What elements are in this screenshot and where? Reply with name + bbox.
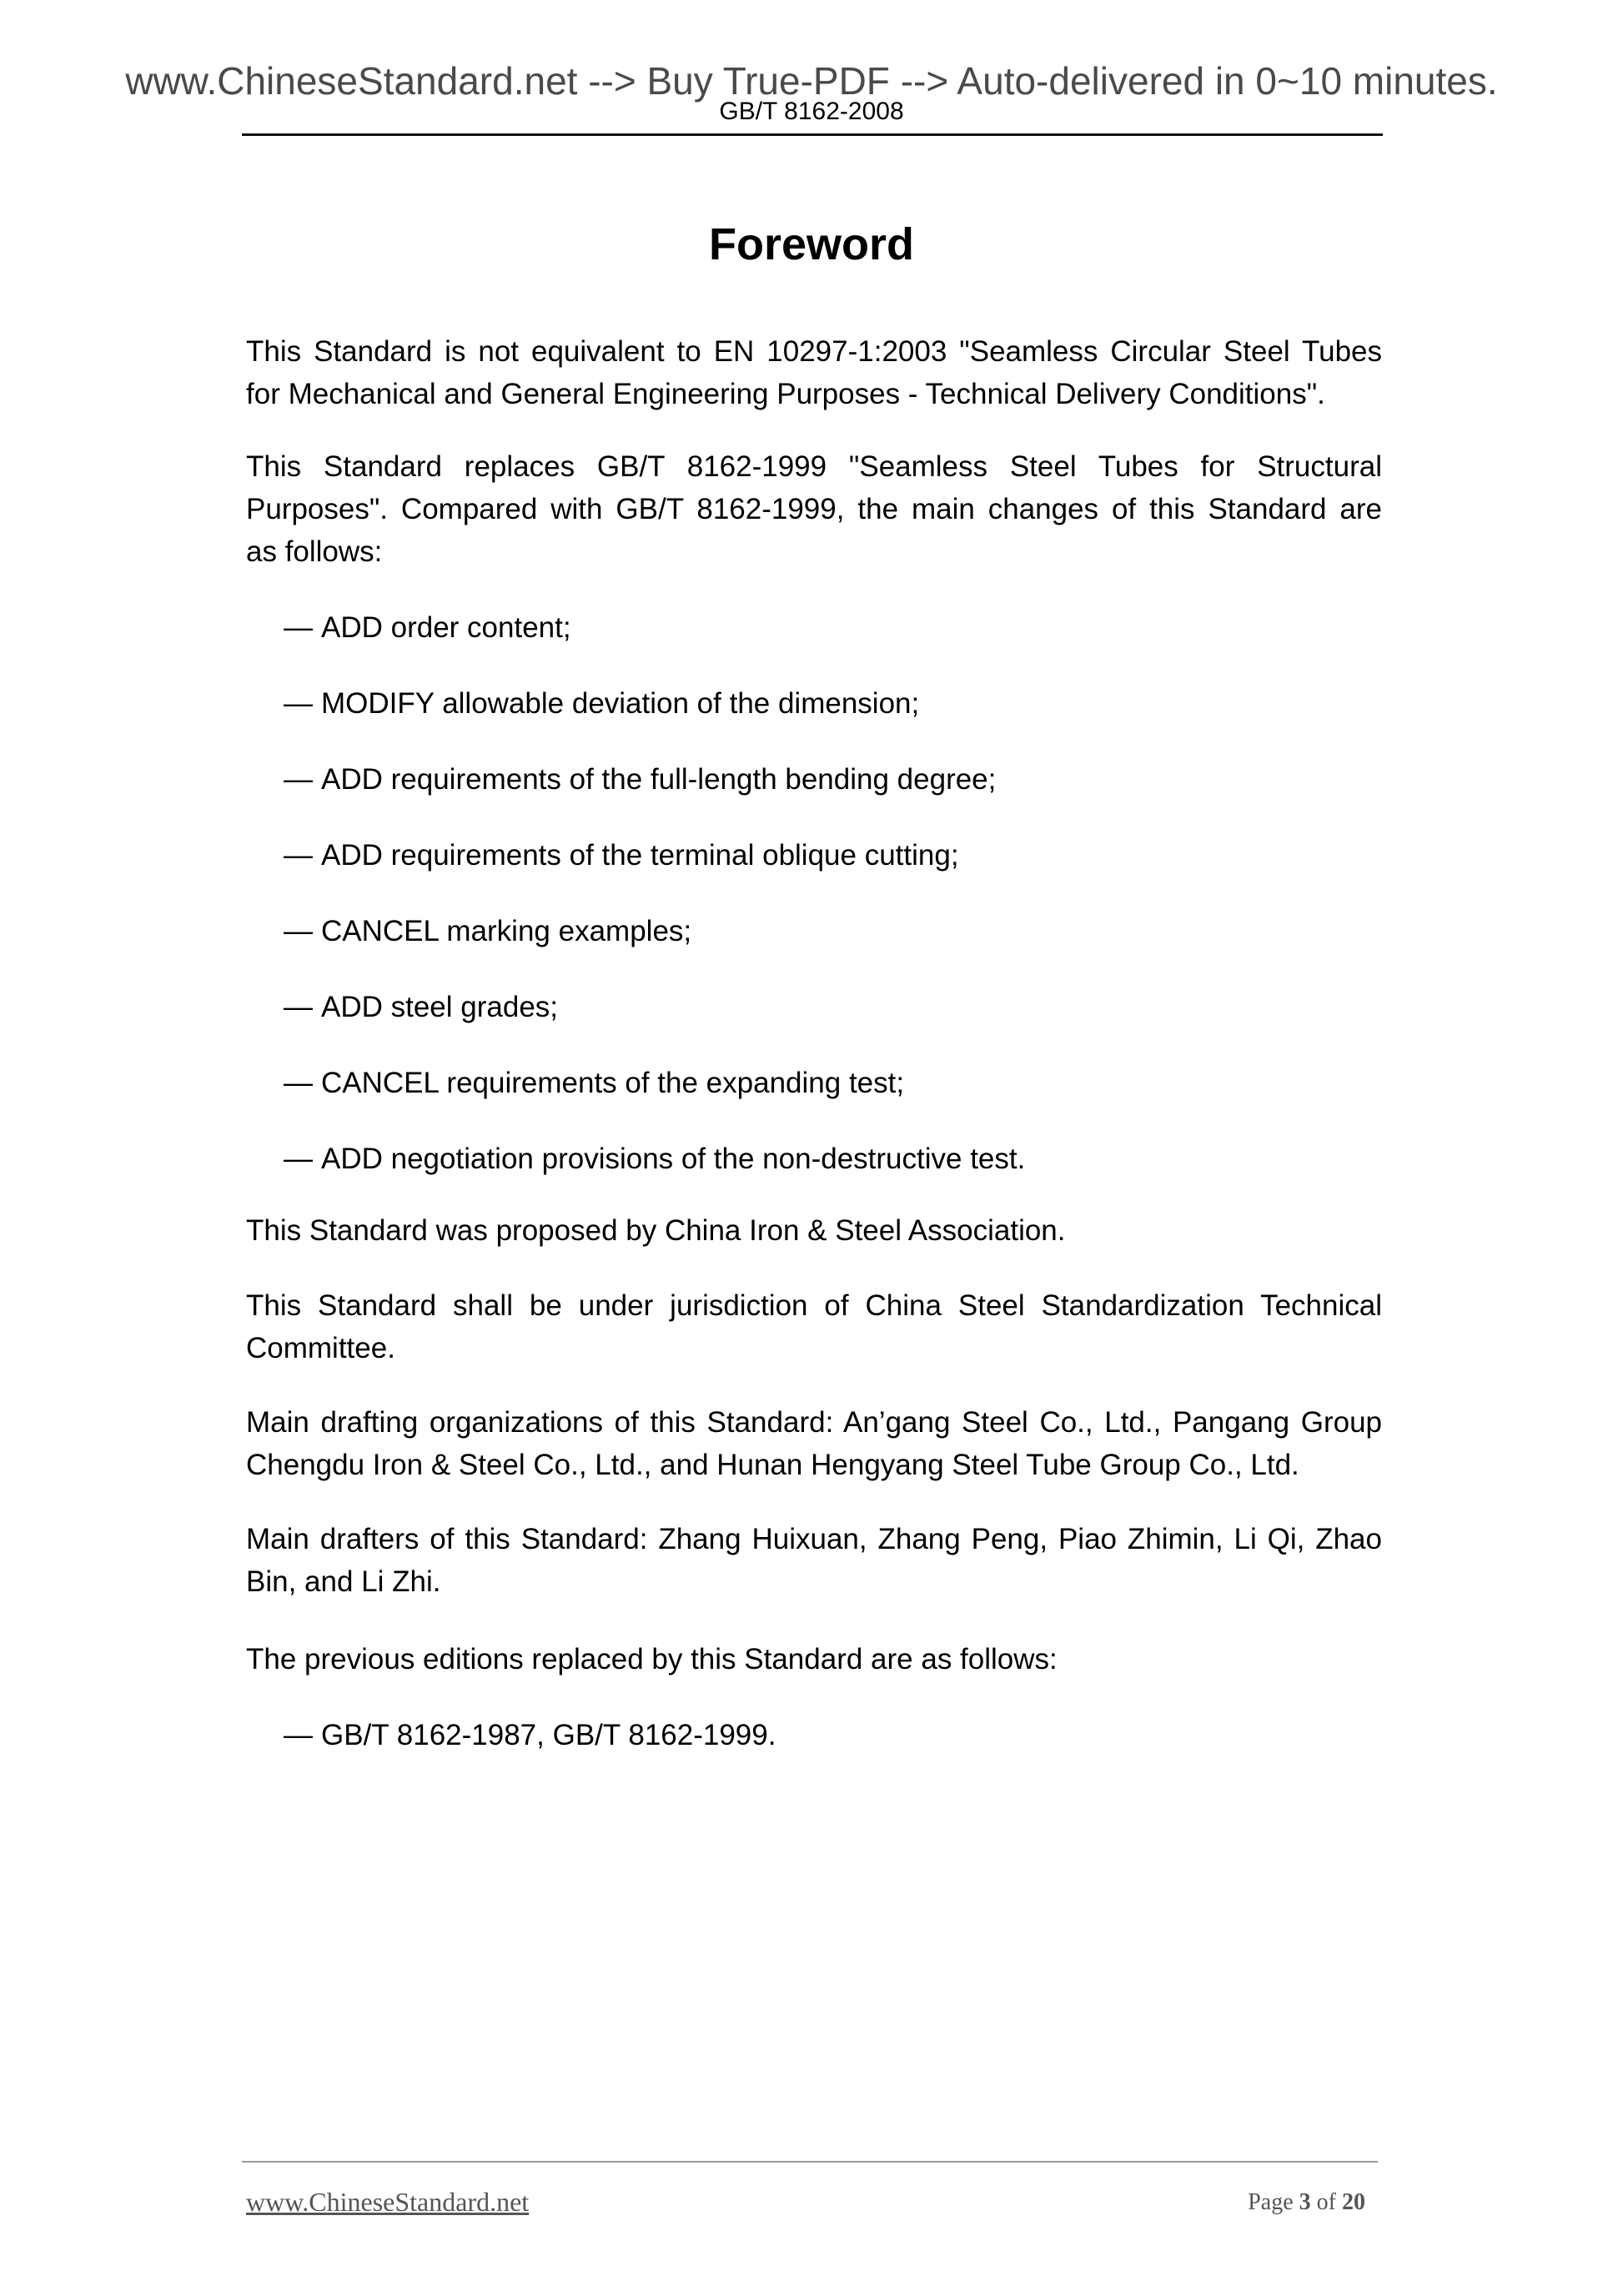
paragraph-2-line-1: This Standard replaces GB/T 8162-1999 "Seamless Steel Tubes for Structural [246, 450, 1382, 483]
em-dash-icon: — [284, 1143, 313, 1175]
paragraph-2-line-3: as follows: [246, 535, 383, 568]
page-total: 20 [1342, 2189, 1365, 2215]
paragraph-jurisdiction-line-2: Committee. [246, 1332, 395, 1364]
list-item [284, 1144, 1025, 1173]
list-item-text: ADD steel grades; [321, 991, 559, 1023]
em-dash-icon: — [284, 687, 313, 720]
page-of: of [1316, 2189, 1336, 2215]
list-item-text: CANCEL marking examples; [321, 915, 692, 947]
paragraph-jurisdiction-line-1: This Standard shall be under jurisdiction of China Steel Standardization Technical [246, 1289, 1382, 1322]
list-item [284, 1068, 904, 1098]
list-item [284, 1721, 776, 1750]
standard-code: GB/T 8162-2008 [719, 98, 904, 125]
paragraph-previous-editions: The previous editions replaced by this Standard are as follows: [246, 1643, 1058, 1676]
list-item [284, 613, 571, 642]
list-item [284, 689, 919, 718]
em-dash-icon: — [284, 763, 313, 796]
header-banner: www.ChineseStandard.net --> Buy True-PDF --> Auto-delivered in 0~10 minutes. [125, 59, 1498, 103]
paragraph-1-line-1: This Standard is not equivalent to EN 10297-1:2003 "Seamless Circular Steel Tubes [246, 335, 1382, 368]
footer-divider [242, 2161, 1378, 2163]
em-dash-icon: — [284, 839, 313, 872]
page-current: 3 [1299, 2189, 1311, 2215]
list-item-text: ADD order content; [321, 611, 571, 644]
page-title: Foreword [708, 219, 914, 269]
paragraph-drafting-orgs-line-2: Chengdu Iron & Steel Co., Ltd., and Hunan Hengyang Steel Tube Group Co., Ltd. [246, 1449, 1299, 1481]
list-item [284, 841, 959, 870]
list-item-text: ADD requirements of the full-length bending degree; [321, 763, 997, 796]
em-dash-icon: — [284, 1719, 313, 1751]
em-dash-icon: — [284, 1067, 313, 1099]
list-item-text: MODIFY allowable deviation of the dimension; [321, 687, 920, 720]
paragraph-drafting-orgs-line-1: Main drafting organizations of this Standard: An’gang Steel Co., Ltd., Pangang Group [246, 1406, 1382, 1439]
paragraph-2-line-2: Purposes". Compared with GB/T 8162-1999, the main changes of this Standard are [246, 493, 1382, 525]
em-dash-icon: — [284, 915, 313, 947]
list-item-text: ADD negotiation provisions of the non-destructive test. [321, 1143, 1026, 1175]
list-item [284, 765, 996, 794]
paragraph-1-line-2: for Mechanical and General Engineering Purposes - Technical Delivery Conditions". [246, 378, 1325, 410]
paragraph-drafters-line-2: Bin, and Li Zhi. [246, 1565, 441, 1598]
page-prefix: Page [1248, 2189, 1294, 2215]
page-indicator [1248, 2191, 1365, 2214]
em-dash-icon: — [284, 611, 313, 644]
list-item [284, 917, 691, 946]
paragraph-proposed-by: This Standard was proposed by China Iron & Steel Association. [246, 1214, 1066, 1247]
list-item-text: GB/T 8162-1987, GB/T 8162-1999. [321, 1719, 776, 1751]
header-divider [242, 133, 1383, 136]
list-item-text: ADD requirements of the terminal oblique cutting; [321, 839, 959, 872]
footer-site-link[interactable]: www.ChineseStandard.net [246, 2187, 530, 2217]
paragraph-drafters-line-1: Main drafters of this Standard: Zhang Huixuan, Zhang Peng, Piao Zhimin, Li Qi, Zhao [246, 1523, 1382, 1555]
em-dash-icon: — [284, 991, 313, 1023]
list-item-text: CANCEL requirements of the expanding test; [321, 1067, 905, 1099]
list-item [284, 992, 558, 1022]
